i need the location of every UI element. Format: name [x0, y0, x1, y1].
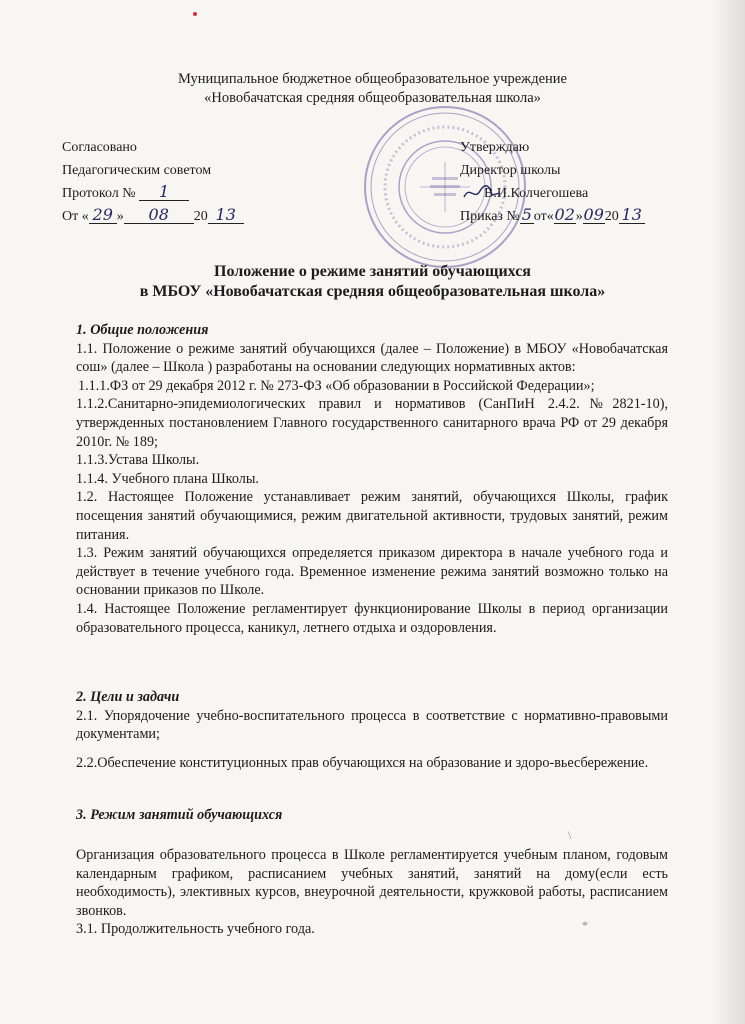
order-label: Приказ №	[460, 209, 520, 224]
date-day: 29	[89, 207, 117, 224]
protocol-label: Протокол №	[62, 186, 136, 201]
order-number: 5	[521, 205, 532, 224]
section-3	[76, 806, 668, 825]
section-1	[76, 321, 668, 637]
protocol-number: 1	[139, 184, 189, 201]
order-month: 09	[583, 205, 604, 224]
paragraph-2-1: 2.1. Упорядочение учебно-воспитательного процесса в соответствие с нормативно-правовыми документами;	[76, 707, 668, 743]
order-quote: »	[575, 209, 583, 224]
scan-speck: *	[582, 918, 588, 932]
agreed-label: Согласовано	[62, 140, 137, 155]
header-line-1: Муниципальное бюджетное общеобразовательное учреждение	[178, 71, 567, 87]
date-from-label: От «	[62, 209, 89, 224]
date-year-prefix: 20	[193, 209, 208, 224]
paragraph-1-4: 1.4. Настоящее Положение регламентирует функционирование Школы в период организации образовательного процесса, каникул, летнего отдыха и оздоровления.	[76, 600, 668, 636]
document-title	[0, 262, 745, 302]
order-year-prefix: 20	[604, 209, 619, 224]
director-signature	[462, 183, 502, 203]
protocol-date-line	[62, 205, 244, 228]
title-line-2: в МБОУ «Новобачатская средняя общеобразовательная школа»	[139, 283, 606, 300]
date-quote: »	[116, 209, 124, 224]
order-year: 13	[619, 207, 645, 224]
director-label: Директор школы	[460, 163, 561, 178]
council-label: Педагогическим советом	[62, 163, 212, 178]
section-2	[76, 688, 668, 744]
order-day: 02	[554, 205, 575, 224]
paragraph-3-intro: Организация образовательного процесса в Школе регламентируется учебным планом, годовым календарным графиком, расписанием учебных занятий, занятий на дому(если есть необходимость), элективных курсов, внеурочной деятельности, кружковой работы, расписанием звонков.	[76, 847, 668, 919]
order-from-label: от«	[533, 209, 554, 224]
protocol-line	[62, 182, 244, 205]
paragraph-1-2: 1.2. Настоящее Положение устанавливает режим занятий, обучающихся Школы, график посещения занятий обучающимися, режим двигательной активности, трудовых занятий, режим питания.	[76, 489, 668, 543]
paragraph-1-1-4: 1.1.4. Учебного плана Школы.	[76, 470, 259, 487]
paragraph-1-1-3: 1.1.3.Устава Школы.	[76, 452, 200, 469]
approve-label: Утверждаю	[460, 140, 530, 155]
date-month: 08	[124, 207, 194, 224]
date-year: 13	[208, 207, 244, 224]
approval-block	[460, 136, 645, 228]
agreement-block	[62, 136, 244, 228]
paragraph-1-3: 1.3. Режим занятий обучающихся определяется приказом директора в начале учебного года и действует в течение учебного года. Временное изменение режима занятий возможно только на основании приказов по Школе.	[76, 545, 668, 599]
paragraph-2-2: 2.2.Обеспечение конституционных прав обучающихся на образование и здоро-вьесбережение.	[76, 755, 649, 771]
section-1-heading: 1. Общие положения	[76, 322, 209, 338]
paragraph-1-1: 1.1. Положение о режиме занятий обучающихся (далее – Положение) в МБОУ «Новобачатская сош» (далее – Школа ) разработаны на основании следующих нормативных актов:	[76, 340, 668, 376]
director-name: В.И.Колчегошева	[484, 186, 589, 201]
page-edge-shadow	[711, 0, 745, 1024]
section-3-heading: 3. Режим занятий обучающихся	[76, 807, 283, 823]
header-line-2: «Новобачатская средняя общеобразовательная школа»	[204, 90, 541, 106]
red-speck	[193, 12, 197, 16]
section-3-body	[76, 846, 668, 939]
section-2-cont	[76, 754, 668, 773]
paragraph-1-1-2: 1.1.2.Санитарно-эпидемиологических правил и нормативов (СанПиН 2.4.2.№2821-10), утвержденных постановлением Главного государственного санитарного врача РФ от 29 декабря 2010г. № 189;	[76, 396, 668, 450]
paragraph-3-1: 3.1. Продолжительность учебного года.	[76, 921, 315, 938]
order-line	[460, 205, 645, 228]
section-2-heading: 2. Цели и задачи	[76, 689, 180, 705]
scan-speck: \	[568, 828, 572, 842]
paragraph-1-1-1: 1.1.1.ФЗ от 29 декабря 2012 г. № 273-ФЗ «Об образовании в Российской Федерации»;	[78, 377, 595, 394]
title-line-1: Положение о режиме занятий обучающихся	[214, 263, 531, 280]
